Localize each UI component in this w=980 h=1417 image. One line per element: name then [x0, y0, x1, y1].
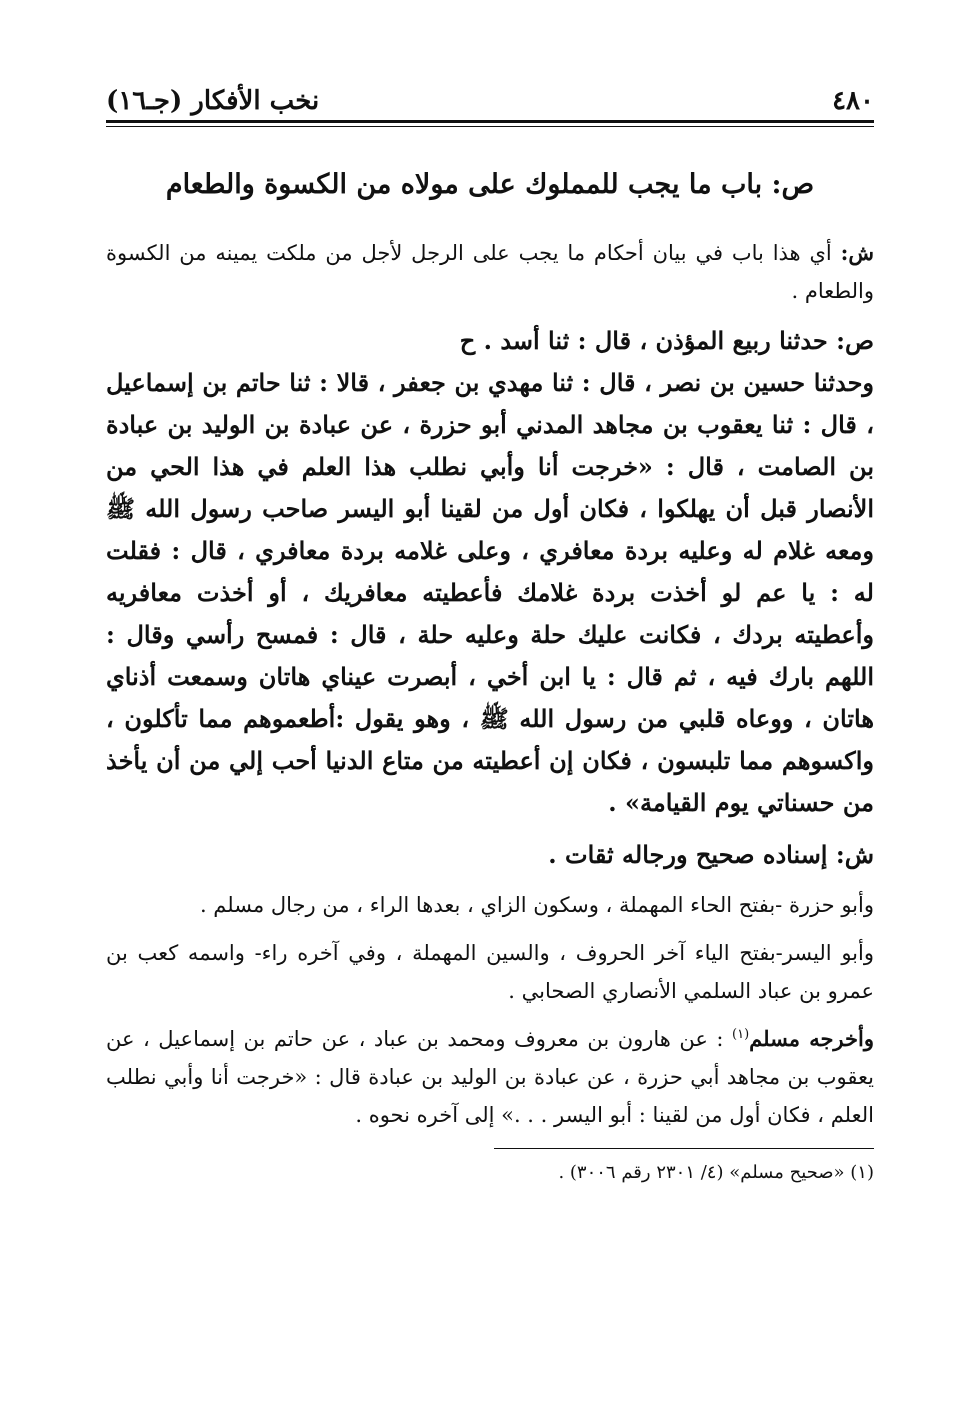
paragraph-text: أي هذا باب في بيان أحكام ما يجب على الرجل لأجل من ملكت يمينه من الكسوة والطعام .	[106, 241, 874, 303]
paragraph-chain-1	[106, 320, 874, 362]
page	[106, 66, 874, 1189]
label-sh: ش:	[840, 240, 874, 265]
header-rule-thin	[106, 126, 874, 127]
page-number: ٤٨٠	[832, 86, 874, 116]
paragraph-text: : عن هارون بن معروف ومحمد بن عباد ، عن حاتم بن إسماعيل ، عن يعقوب بن مجاهد أبي حزرة ، عن عبادة بن الوليد بن عبادة قال : «خرجت أنا وأبي نطلب العلم ، فكان أول من لقينا : أبو اليسر . . .» إلى آخره نحوه .	[106, 1027, 874, 1127]
footnote-ref[interactable]: (١)	[732, 1027, 750, 1042]
label-muslim: وأخرجه مسلم	[749, 1026, 874, 1051]
paragraph-hadith: وحدثنا حسين بن نصر ، قال : ثنا مهدي بن جعفر ، قالا : ثنا حاتم بن إسماعيل ، قال : ثنا يعقوب بن مجاهد المدني أبو حزرة ، عن عبادة بن الوليد بن عبادة بن الصامت ، قال : «خرجت أنا وأبي نطلب هذا العلم في هذا الحي من الأنصار قبل أن يهلكوا ، فكان أول من لقينا أبو اليسر صاحب رسول الله ﷺ ومعه غلام له وعليه بردة معافري ، وعلى غلامه بردة معافري ، قال : فقلت له : يا عم لو أخذت بردة غلامك فأعطيته معافريك ، أو أخذت معافريه وأعطيته بردك ، فكانت عليك حلة وعليه حلة ، قال : فمسح رأسي وقال : اللهم بارك فيه ، ثم قال : يا ابن أخي ، أبصرت عيناي هاتان وسمعت أذناي هاتان ، ووعاه قلبي من رسول الله ﷺ ، وهو يقول :أطعموهم مما تأكلون ، واكسوهم مما تلبسون ، فكان إن أعطيته من متاع الدنيا أحب إلي من أن يأخذ من حسناتي يوم القيامة» .	[106, 368, 875, 817]
footnote-rule	[494, 1148, 874, 1149]
paragraph-abu-alyusr: وأبو اليسر-بفتح الياء آخر الحروف ، والسين المهملة ، وفي آخره راء- واسمه كعب بن عمرو بن عباد السلمي الأنصاري الصحابي .	[106, 941, 874, 1003]
page-header	[106, 66, 874, 116]
paragraph-isnad	[106, 834, 874, 876]
label-sh: ش:	[835, 840, 874, 869]
book-title: نخب الأفكار (جـ١٦)	[106, 86, 320, 116]
paragraph-explanation	[106, 234, 874, 310]
header-rule-thick	[106, 120, 874, 123]
chapter-heading: ص: باب ما يجب للمملوك على مولاه من الكسوة والطعام	[165, 169, 815, 200]
paragraph-text: إسناده صحيح ورجاله ثقات .	[548, 840, 836, 869]
paragraph-abu-hazra: وأبو حزرة -بفتح الحاء المهملة ، وسكون الزاي ، بعدها الراء ، من رجال مسلم .	[199, 893, 874, 917]
label-sad: ص:	[836, 326, 874, 355]
paragraph-text: حدثنا ربيع المؤذن ، قال : ثنا أسد . ح	[459, 326, 837, 355]
paragraph-takhrij	[106, 1020, 874, 1134]
footnote: (١) «صحيح مسلم» (٤/ ٢٣٠١ رقم ٣٠٠٦) .	[558, 1162, 874, 1183]
